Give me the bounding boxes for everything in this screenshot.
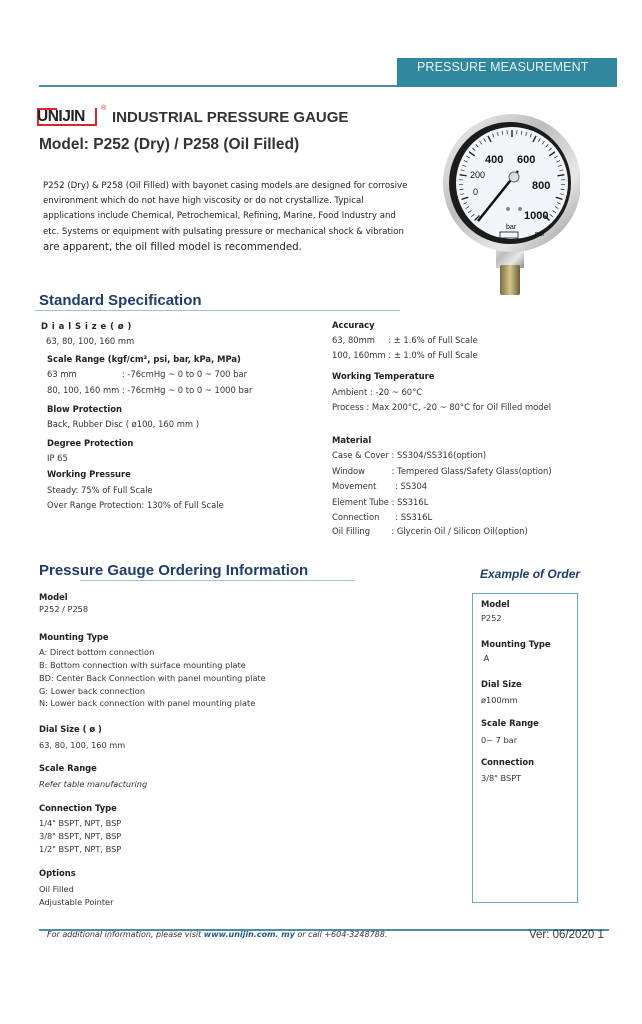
spec-working-pressure-label: Working Pressure [47,469,131,479]
spec-accuracy-label: Accuracy [332,320,375,330]
spec-material-line: Oil Filling : Glycerin Oil / Silicon Oil(option) [332,526,528,536]
ordering-connection-type-line: 1/2" BSPT, NPT, BSP [39,844,122,854]
spec-working-temperature-line: Ambient : -20 ~ 60°C [332,387,423,397]
logo-text: UNIJIN [37,108,85,125]
footer-contact [47,930,387,939]
spec-material-line: Window : Tempered Glass/Safety Glass(option) [332,466,552,476]
ordering-options-label: Options [39,868,76,878]
ordering-options-line: Oil Filled [39,884,74,894]
spec-section-title: Standard Specification [39,292,202,309]
example-order-title: Example of Order [480,567,581,581]
spec-accuracy-line: 63, 80mm : ± 1.6% of Full Scale [332,335,478,345]
ordering-mounting-type-line: B: Bottom connection with surface mounting plate [39,660,246,670]
registered-mark: ® [101,105,107,112]
spec-material-line: Case & Cover : SS304/SS316(option) [332,450,487,460]
spec-title-underline [35,310,400,311]
dial-unit-bar: bar [506,224,517,231]
header-rule [39,85,399,87]
example-label: Scale Range [481,718,539,728]
example-value: 3/8" BSPT [481,773,522,783]
spec-working-pressure-line: Steady: 75% of Full Scale [47,485,153,495]
example-value: P252 [481,613,502,623]
spec-working-pressure-line: Over Range Protection: 130% of Full Scale [47,500,224,510]
example-label: Model [481,599,510,609]
spec-working-temperature-line: Process : Max 200°C, -20 ~ 80°C for Oil Filled model [332,402,552,412]
spec-material-line: Connection : SS316L [332,512,433,522]
needle-hub [509,172,519,182]
ordering-dial-size-value: 63, 80, 100, 160 mm [39,740,126,750]
spec-material-label: Material [332,435,372,445]
ordering-title-underline [80,580,355,581]
ordering-model-value: P252 / P258 [39,604,89,614]
dial-label: 400 [485,154,504,166]
description-line: P252 (Dry) & P258 (Oil Filled) with bayonet casing models are designed for corrosive [43,181,408,191]
example-label: Mounting Type [481,639,551,649]
gauge-dial [456,127,568,239]
spec-accuracy-line: 100, 160mm : ± 1.0% of Full Scale [332,350,478,360]
footer-text: For additional information, please visit [47,930,204,939]
spec-scale-range-line: 80, 100, 160 mm : -76cmHg ~ 0 to 0 ~ 1000 bar [47,385,253,395]
dial-label: 800 [532,180,551,192]
spec-blow-protection-label: Blow Protection [47,404,122,414]
ordering-connection-type-line: 1/4" BSPT, NPT, BSP [39,818,122,828]
description-line: applications include Chemical, Petrochemical, Refining, Marine, Food Industry and [43,211,396,222]
spec-degree-protection-label: Degree Protection [47,438,134,448]
dial-unit-psi: psi [535,231,544,238]
dial-label: 1000 [524,210,549,222]
ordering-mounting-type-line: G: Lower back connection [39,686,146,696]
dial-screw [518,207,522,211]
spec-material-line: Movement : SS304 [332,481,428,491]
dial-screw [506,207,510,211]
website-link[interactable]: www.unijin.com. my [203,930,295,939]
version-label: Ver: 06/2020 [529,929,595,941]
spec-dial-size-label: D i a l S i z e ( ø ) [41,321,132,331]
description-line: etc. Systems or equipment with pulsating pressure or mechanical shock & vibration [43,226,404,237]
example-value: A [481,653,490,663]
description-line: are apparent, the oil filled model is recommended. [43,241,302,253]
ordering-options-line: Adjustable Pointer [39,897,114,907]
ordering-connection-type-label: Connection Type [39,803,117,813]
ordering-scale-range-value: Refer table manufacturing [39,779,148,789]
dial-label: 200 [470,170,486,180]
ordering-mounting-type-label: Mounting Type [39,632,109,642]
pressure-gauge-image [440,113,580,303]
ordering-mounting-type-line: BD: Center Back Connection with panel mounting plate [39,673,266,683]
spec-material-line: Element Tube : SS316L [332,497,429,507]
footer-version [529,929,604,941]
product-title: INDUSTRIAL PRESSURE GAUGE [112,109,349,126]
ordering-connection-type-line: 3/8" BSPT, NPT, BSP [39,831,122,841]
spec-working-temperature-label: Working Temperature [332,371,435,381]
gauge-thread [500,265,520,295]
dial-label: 0 [473,187,479,197]
category-tab-label: PRESSURE MEASUREMENT [417,60,589,74]
page-number: 1 [597,929,604,941]
example-label: Connection [481,757,535,767]
product-description [43,179,413,255]
ordering-scale-range-label: Scale Range [39,763,97,773]
ordering-dial-size-label: Dial Size ( ø ) [39,724,102,734]
brand-logo [37,105,107,129]
footer-phone: or call +604-3248788. [294,930,388,939]
ordering-mounting-type-line: N: Lower back connection with panel mounting plate [39,698,256,708]
gauge-illustration [440,113,580,303]
example-value: ø100mm [481,695,518,705]
spec-scale-range-label: Scale Range (kgf/cm², psi, bar, kPa, MPa) [47,354,241,364]
ordering-section-title: Pressure Gauge Ordering Information [39,562,309,579]
spec-degree-protection-value: IP 65 [47,453,68,463]
model-title: Model: P252 (Dry) / P258 (Oil Filled) [39,136,300,153]
ordering-model-label: Model [39,592,68,602]
dial-tick [561,189,565,190]
example-label: Dial Size [481,679,522,689]
spec-scale-range-line: 63 mm : -76cmHg ~ 0 to 0 ~ 700 bar [47,369,248,379]
dial-label: 600 [517,154,536,166]
description-line: environment which do not have high viscosity or do not crystallize. Typical [43,196,364,207]
ordering-mounting-type-line: A: Direct bottom connection [39,647,155,657]
spec-blow-protection-value: Back, Rubber Disc ( ø100, 160 mm ) [47,419,199,429]
example-value: 0~ 7 bar [481,735,518,745]
category-tab [397,58,617,87]
spec-dial-size-value: 63, 80, 100, 160 mm [46,336,135,346]
dial-tick [459,189,463,190]
